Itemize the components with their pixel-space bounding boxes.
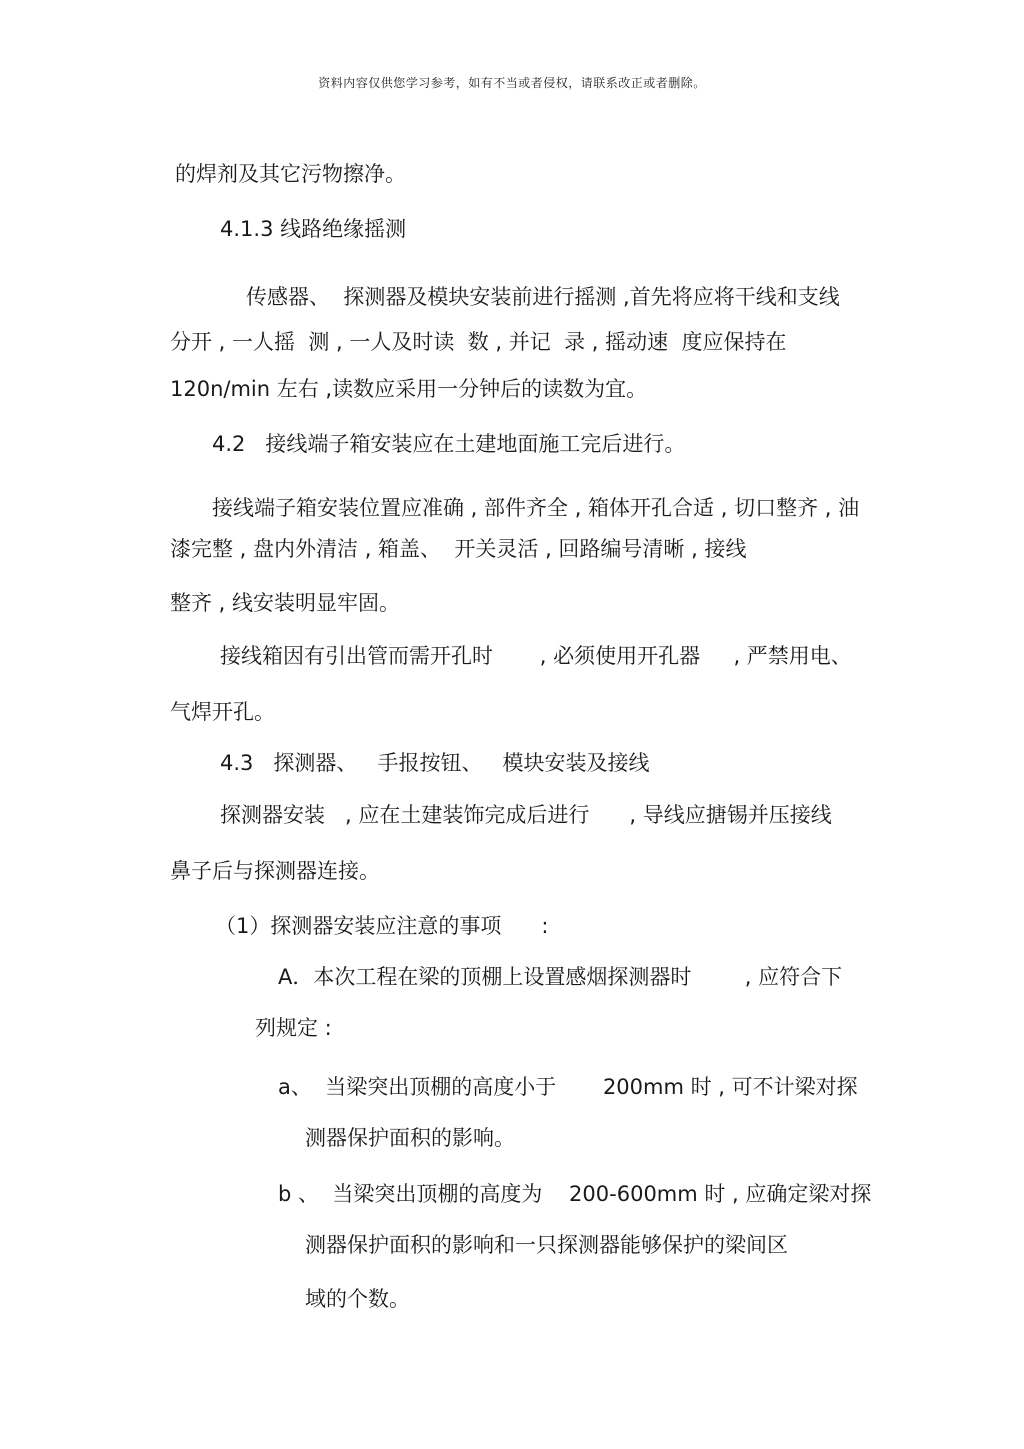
- section-heading: 4.2 接线端子箱安装应在土建地面施工完后进行。: [212, 432, 686, 456]
- list-item: A．本次工程在梁的顶棚上设置感烟探测器时 , 应符合下: [278, 965, 843, 989]
- body-line: 120n/min 左右 ,读数应采用一分钟后的读数为宜。: [170, 377, 648, 401]
- body-line: 分开 , 一人摇 测 , 一人及时读 数 , 并记 录 , 摇动速 度应保持在: [170, 330, 787, 354]
- body-line: 传感器、 探测器及模块安装前进行摇测 ,首先将应将干线和支线: [246, 285, 840, 309]
- section-heading: 4.3 探测器、 手报按钮、 模块安装及接线: [220, 751, 650, 775]
- list-item-continuation: 测器保护面积的影响。: [305, 1126, 515, 1150]
- body-line: 整齐 , 线安装明显牢固。: [170, 591, 401, 615]
- list-item-continuation: 测器保护面积的影响和一只探测器能够保护的梁间区: [305, 1233, 788, 1257]
- page-header-notice: 资料内容仅供您学习参考，如有不当或者侵权，请联系改正或者删除。: [318, 76, 706, 90]
- body-line: 接线端子箱安装位置应准确 , 部件齐全 , 箱体开孔合适 , 切口整齐 , 油: [212, 496, 860, 520]
- list-item-continuation: 列规定 :: [255, 1016, 332, 1040]
- section-heading: 4.1.3 线路绝缘摇测: [220, 217, 407, 241]
- list-heading: （1）探测器安装应注意的事项 :: [215, 914, 549, 938]
- body-line: 的焊剂及其它污物擦净。: [175, 162, 406, 186]
- body-line: 气焊开孔。: [170, 700, 275, 724]
- body-line: 鼻子后与探测器连接。: [170, 859, 380, 883]
- list-item: b 、 当梁突出顶棚的高度为 200-600mm 时 , 应确定梁对探: [278, 1182, 872, 1206]
- body-line: 探测器安装 , 应在土建装饰完成后进行 , 导线应搪锡并压接线: [220, 803, 832, 827]
- body-line: 接线箱因有引出管而需开孔时 , 必须使用开孔器 , 严禁用电、: [220, 644, 852, 668]
- body-line: 漆完整 , 盘内外清洁 , 箱盖、 开关灵活 , 回路编号清晰 , 接线: [170, 537, 747, 561]
- list-item: a、 当梁突出顶棚的高度小于 200mm 时 , 可不计梁对探: [278, 1075, 858, 1099]
- list-item-continuation: 域的个数。: [305, 1287, 410, 1311]
